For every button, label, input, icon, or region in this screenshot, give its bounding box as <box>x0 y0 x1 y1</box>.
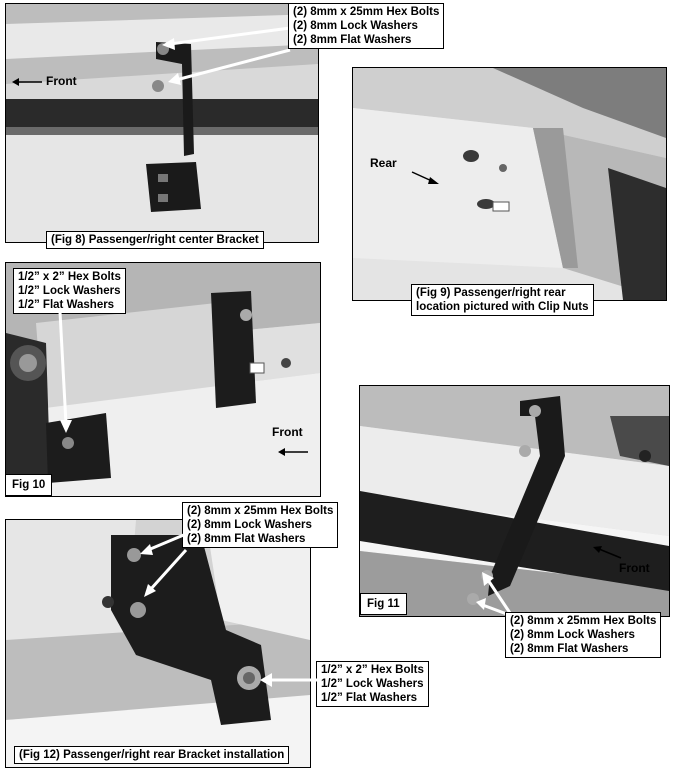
fig12-callout-line: 1/2” x 2” Hex Bolts <box>321 664 424 676</box>
fig10-callout-arrow <box>54 310 74 435</box>
fig11-caption <box>360 593 407 615</box>
fig9-caption-line: (Fig 9) Passenger/right rear <box>416 287 566 299</box>
fig10-front-label-text: Front <box>272 425 303 439</box>
fig10-front-arrow <box>278 448 308 456</box>
fig11-callout <box>505 612 661 658</box>
fig12-callout-bottom <box>316 661 429 707</box>
fig9-photo <box>352 67 667 301</box>
fig10-callout-line: 1/2” Flat Washers <box>18 299 115 311</box>
fig11-caption-text: Fig 11 <box>367 598 400 610</box>
fig12-callout-top-arrows <box>134 530 190 600</box>
fig12-callout-bottom-arrow <box>258 670 320 690</box>
fig9-rear-label <box>370 156 397 170</box>
fig10-caption-text: Fig 10 <box>12 479 46 491</box>
fig11-front-arrow <box>593 546 623 560</box>
fig12-callout-line: 1/2” Flat Washers <box>321 692 418 704</box>
fig8-front-arrow <box>12 78 42 86</box>
fig10-front-label <box>272 425 303 439</box>
fig8-front-label-text: Front <box>46 74 77 88</box>
fig12-callout-line: (2) 8mm x 25mm Hex Bolts <box>187 505 334 517</box>
fig8-caption <box>46 231 264 249</box>
fig10-callout <box>13 268 126 314</box>
fig11-callout-line: (2) 8mm Lock Washers <box>510 629 635 641</box>
fig9-rear-label-text: Rear <box>370 156 397 170</box>
fig11-callout-line: (2) 8mm Flat Washers <box>510 643 629 655</box>
fig12-callout-top <box>182 502 338 548</box>
fig12-callout-line: (2) 8mm Lock Washers <box>187 519 312 531</box>
fig10-caption <box>5 474 52 496</box>
fig11-callout-line: (2) 8mm x 25mm Hex Bolts <box>510 615 657 627</box>
fig12-caption-text: (Fig 12) Passenger/right rear Bracket installation <box>19 749 285 761</box>
fig9-caption <box>411 284 594 316</box>
fig10-callout-line: 1/2” x 2” Hex Bolts <box>18 271 121 283</box>
fig8-callout-line: (2) 8mm Flat Washers <box>293 34 412 46</box>
fig11-front-label <box>619 561 650 575</box>
fig12-caption <box>14 746 289 764</box>
fig8-callout-line: (2) 8mm x 25mm Hex Bolts <box>293 6 440 18</box>
fig11-front-label-text: Front <box>619 561 650 575</box>
fig12-callout-line: 1/2” Lock Washers <box>321 678 424 690</box>
fig8-callout-line: (2) 8mm Lock Washers <box>293 20 418 32</box>
fig8-callout <box>288 3 444 49</box>
fig8-callout-arrows <box>150 20 295 90</box>
fig10-callout-line: 1/2” Lock Washers <box>18 285 121 297</box>
fig9-caption-line: location pictured with Clip Nuts <box>416 301 589 313</box>
fig8-caption-text: (Fig 8) Passenger/right center Bracket <box>51 234 259 246</box>
fig12-callout-line: (2) 8mm Flat Washers <box>187 533 306 545</box>
fig8-front-label <box>46 74 77 88</box>
fig9-rear-arrow <box>410 170 440 186</box>
